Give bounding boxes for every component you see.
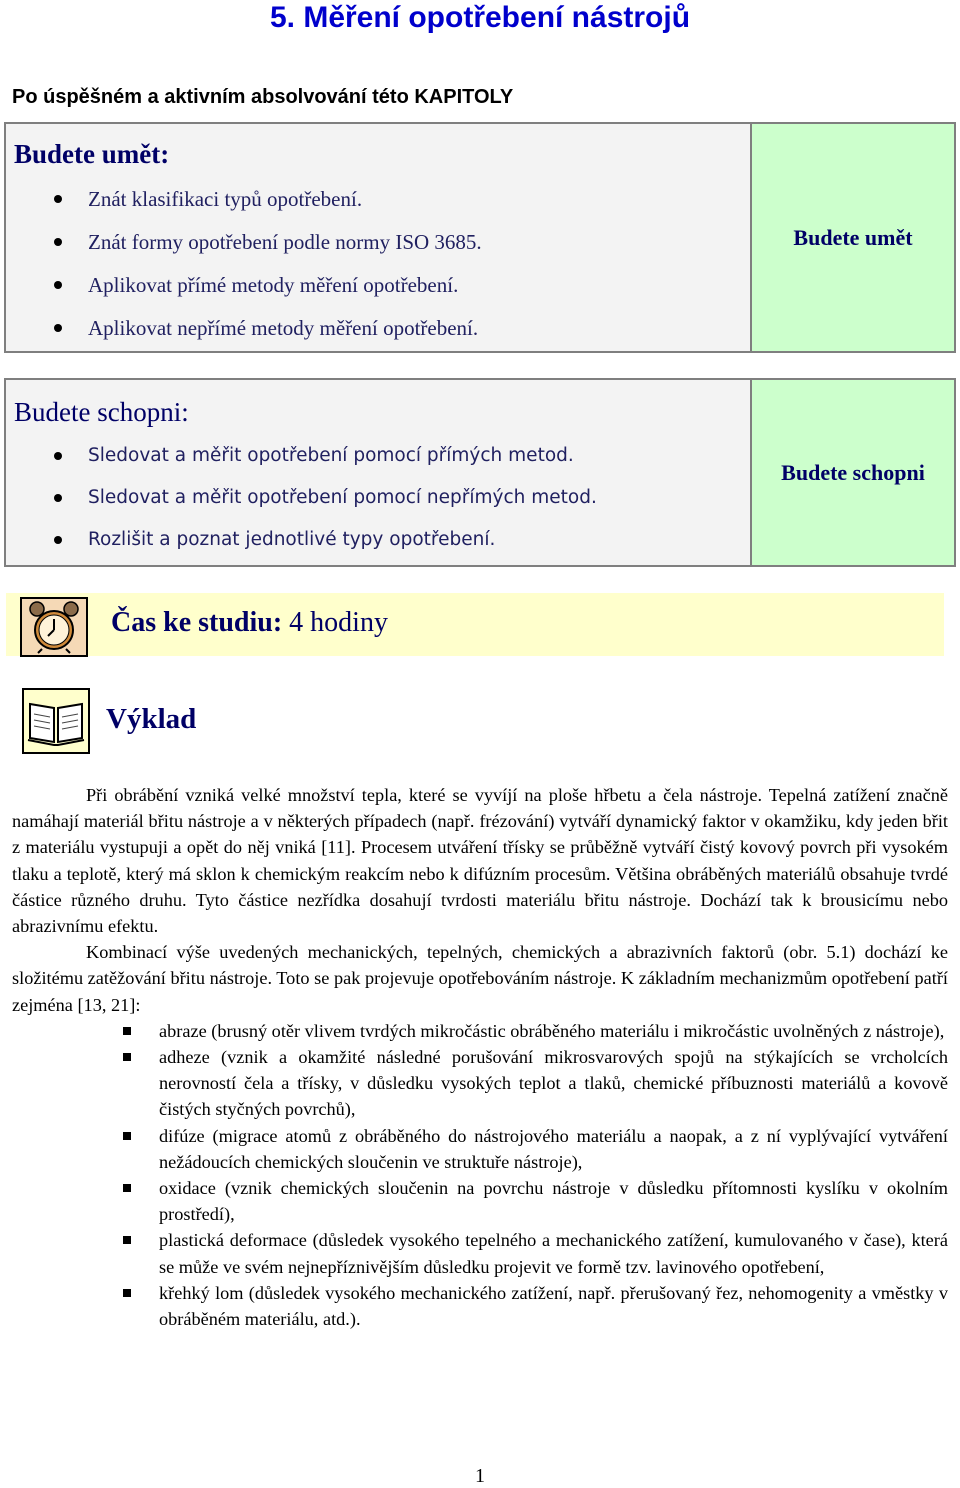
list-item: křehký lom (důsledek vysokého mechanického zatížení, např. přerušovaný řez, nehomogenity a vměstky v obráběném materiálu, atd.). <box>159 1280 948 1332</box>
list-item: plastická deformace (důsledek vysokého tepelného a mechanického zatížení, kumulovaného v čase), která se může ve svém nejnepříznivějším důsledku projevit ve formě tzv. lavinového opotřebení, <box>159 1227 948 1279</box>
study-time-value: 4 hodiny <box>289 607 388 638</box>
skills-heading: Budete umět: <box>14 139 170 169</box>
list-item: difúze (migrace atomů z obráběného do nástrojového materiálu a naopak, a z ní vyplývající vytváření nežádoucích chemických sloučenin ve struktuře nástroje), <box>159 1123 948 1175</box>
ability-box <box>4 378 956 567</box>
skills-list <box>6 186 482 358</box>
ability-side-label: Budete schopni <box>750 380 954 565</box>
mechanisms-list <box>12 1018 948 1332</box>
ability-heading: Budete schopni: <box>14 397 189 427</box>
list-item: Znát klasifikaci typů opotřebení. <box>6 186 482 229</box>
open-book-icon <box>22 688 90 754</box>
intro-text: Po úspěšném a aktivním absolvování této KAPITOLY <box>12 86 514 108</box>
study-time <box>111 606 388 640</box>
chapter-title: 5. Měření opotřebení nástrojů <box>269 1 691 34</box>
list-item: abraze (brusný otěr vlivem tvrdých mikročástic obráběného materiálu i mikročástic uvolněných z nástroje), <box>159 1018 948 1044</box>
ability-list <box>6 443 597 569</box>
study-time-band <box>6 593 944 656</box>
list-item: adheze (vznik a okamžité následné porušování mikrosvarových spojů na stýkajících se vrcholcích nerovností čela a třísky, v důsledku vysokých teplot a tlaků, chemické příbuznosti materiálů a kovově čistých styčných povrchů), <box>159 1044 948 1123</box>
list-item: Sledovat a měřit opotřebení pomocí přímých metod. <box>6 443 597 485</box>
list-item: Aplikovat přímé metody měření opotřebení. <box>6 272 482 315</box>
section-title: Výklad <box>106 703 197 735</box>
paragraph: Při obrábění vzniká velké množství tepla, které se vyvíjí na ploše hřbetu a čela nástroje. Tepelná zatížení značně namáhají materiál břitu nástroje a v některých případech (např. frézování) vytváří dynamický faktor v okamžiku, kdy jeden břit z materiálu vystupuji a opět do něj vniká [11]. Procesem utváření třísky se průběžně vytváří čistý kovový povrch při vysokém tlaku a teplotě, který má sklon k chemickým reakcím nebo k difúzním procesům. Většina obráběných materiálů obsahuje tvrdé částice různého druhu. Tyto částice nezřídka dosahují tvrdosti materiálu břitu nástroje. Dochází tak k brousicímu nebo abrazivnímu efektu. <box>12 785 948 937</box>
list-item: oxidace (vznik chemických sloučenin na povrchu nástroje v důsledku přítomnosti kyslíku v okolním prostředí), <box>159 1175 948 1227</box>
list-item: Rozlišit a poznat jednotlivé typy opotřebení. <box>6 527 597 569</box>
skills-box <box>4 122 956 353</box>
body-text <box>12 782 948 1332</box>
list-item: Aplikovat nepřímé metody měření opotřebení. <box>6 315 482 358</box>
list-item: Sledovat a měřit opotřebení pomocí nepřímých metod. <box>6 485 597 527</box>
paragraph: Kombinací výše uvedených mechanických, tepelných, chemických a abrazivních faktorů (obr. 5.1) dochází ke složitému zatěžování břitu nástroje. Toto se pak projevuje opotřebováním nástroje. K základním mechanizmům opotřebení patří zejména [13, 21]: <box>12 942 948 1015</box>
skills-side-label: Budete umět <box>750 124 954 351</box>
list-item: Znát formy opotřebení podle normy ISO 3685. <box>6 229 482 272</box>
study-time-label: Čas ke studiu: <box>111 607 283 638</box>
page-number: 1 <box>475 1465 485 1487</box>
alarm-clock-icon <box>20 597 88 657</box>
